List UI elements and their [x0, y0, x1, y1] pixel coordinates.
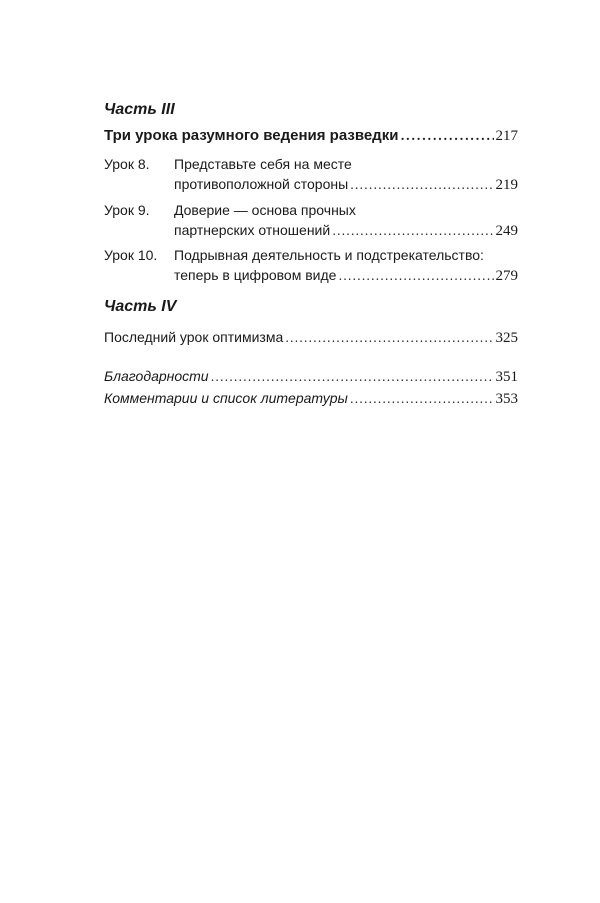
entry-title: Последний урок оптимизма	[104, 329, 284, 345]
entry-title: партнерских отношений	[174, 222, 331, 238]
part-4-heading: Часть IV	[104, 298, 177, 315]
toc-entry-lesson-10[interactable]	[174, 267, 518, 284]
dot-leader	[332, 222, 493, 239]
dot-leader	[211, 368, 494, 385]
toc-entry-lesson-9[interactable]	[174, 222, 518, 239]
dot-leader	[338, 267, 493, 284]
toc-entry-lesson-8[interactable]	[174, 176, 518, 193]
lesson-9-label: Урок 9.	[104, 202, 150, 218]
entry-title: противоположной стороны	[174, 176, 349, 192]
lesson-8-label: Урок 8.	[104, 156, 150, 172]
lesson-10-label: Урок 10.	[104, 247, 158, 263]
toc-entry-part3-section[interactable]	[104, 128, 518, 144]
dot-leader	[350, 176, 493, 193]
dot-leader	[285, 329, 493, 346]
toc-entry-acknowledgements[interactable]	[104, 368, 518, 385]
entry-page: 279	[495, 268, 518, 284]
toc-entry-comments-bibliography[interactable]	[104, 390, 518, 407]
toc-entry-last-lesson[interactable]	[104, 329, 518, 346]
entry-title: теперь в цифровом виде	[174, 267, 337, 283]
entry-title: Комментарии и список литературы	[104, 390, 348, 406]
entry-title: Благодарности	[104, 368, 209, 384]
lesson-9-title-line1: Доверие — основа прочных	[174, 202, 356, 218]
dot-leader	[400, 128, 493, 144]
entry-page: 325	[495, 330, 518, 346]
dot-leader	[350, 390, 494, 407]
entry-title: Три урока разумного ведения разведки	[104, 127, 399, 144]
entry-page: 249	[495, 223, 518, 239]
entry-page: 351	[495, 369, 518, 385]
entry-page: 217	[495, 128, 518, 144]
part-3-heading: Часть III	[104, 101, 175, 118]
lesson-10-title-line1: Подрывная деятельность и подстрекательство:	[174, 247, 484, 263]
lesson-8-title-line1: Представьте себя на месте	[174, 156, 352, 172]
entry-page: 219	[495, 177, 518, 193]
entry-page: 353	[495, 391, 518, 407]
